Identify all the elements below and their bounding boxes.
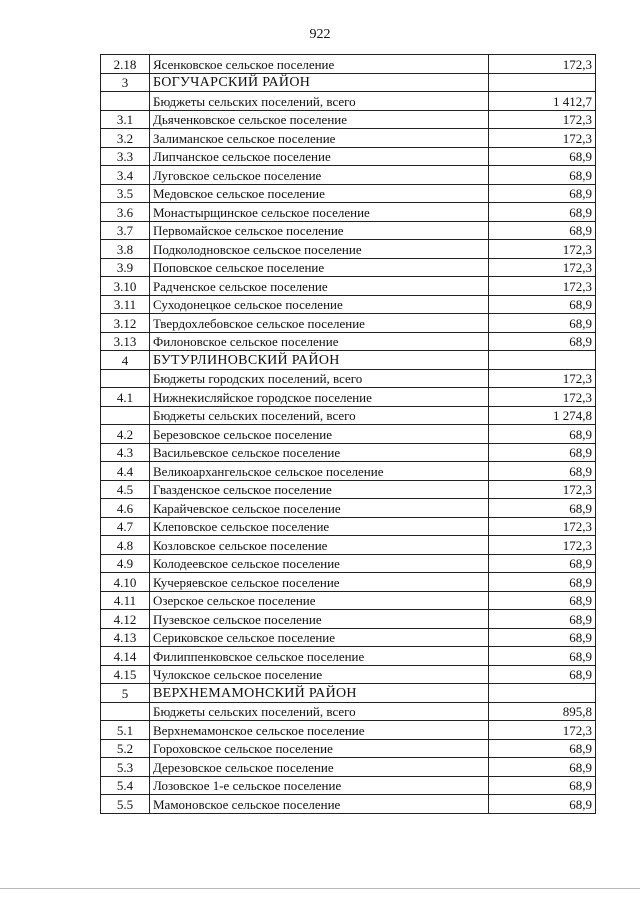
row-number: 3.12 [101,314,150,333]
row-number: 3.3 [101,147,150,166]
region-row [101,684,596,703]
table-body [101,55,596,814]
budget-value: 68,9 [489,221,596,240]
row-number: 3.2 [101,129,150,148]
table-row [101,517,596,536]
row-number: 4.1 [101,388,150,407]
table-row [101,258,596,277]
budget-value: 68,9 [489,295,596,314]
row-number: 3.13 [101,332,150,351]
table-row [101,443,596,462]
settlement-name: БУТУРЛИНОВСКИЙ РАЙОН [150,351,489,370]
budget-value [489,684,596,703]
subtotal-row [101,92,596,111]
settlement-name: Озерское сельское поселение [150,591,489,610]
settlement-name: Дерезовское сельское поселение [150,758,489,777]
settlement-name: БОГУЧАРСКИЙ РАЙОН [150,73,489,92]
settlement-name: Лозовское 1-е сельское поселение [150,776,489,795]
budget-value: 68,9 [489,203,596,222]
budget-value: 68,9 [489,147,596,166]
budget-value: 68,9 [489,776,596,795]
settlement-name: Чулокское сельское поселение [150,665,489,684]
budget-value: 172,3 [489,240,596,259]
settlement-name: Кучеряевское сельское поселение [150,573,489,592]
settlement-name: Медовское сельское поселение [150,184,489,203]
budget-value: 68,9 [489,628,596,647]
settlement-name: Суходонецкое сельское поселение [150,295,489,314]
budget-value: 68,9 [489,795,596,814]
settlement-name: Дьяченковское сельское поселение [150,110,489,129]
budget-value: 172,3 [489,388,596,407]
budget-value: 68,9 [489,166,596,185]
table-row [101,591,596,610]
settlement-name: Мамоновское сельское поселение [150,795,489,814]
table-row [101,795,596,814]
budget-value: 172,3 [489,258,596,277]
row-number: 4.5 [101,480,150,499]
budget-value: 68,9 [489,665,596,684]
settlement-name: Бюджеты сельских поселений, всего [150,702,489,721]
settlement-name: Подколодновское сельское поселение [150,240,489,259]
region-row [101,351,596,370]
row-number: 5.4 [101,776,150,795]
row-number: 5.1 [101,721,150,740]
row-number: 4.9 [101,554,150,573]
row-number [101,702,150,721]
settlement-name: Ясенковское сельское поселение [150,55,489,74]
budget-value: 172,3 [489,110,596,129]
budget-value: 895,8 [489,702,596,721]
budget-value: 172,3 [489,55,596,74]
row-number: 5 [101,684,150,703]
budget-value [489,73,596,92]
table-row [101,647,596,666]
row-number: 5.2 [101,739,150,758]
budget-value: 68,9 [489,462,596,481]
budget-value: 68,9 [489,610,596,629]
row-number: 5.5 [101,795,150,814]
table-row [101,240,596,259]
table-row [101,184,596,203]
settlement-name: Филоновское сельское поселение [150,332,489,351]
settlement-name: Верхнемамонское сельское поселение [150,721,489,740]
row-number: 3.6 [101,203,150,222]
budget-value: 68,9 [489,314,596,333]
row-number: 3.5 [101,184,150,203]
table-row [101,388,596,407]
settlement-name: Карайчевское сельское поселение [150,499,489,518]
table-row [101,554,596,573]
subtotal-row [101,406,596,425]
budget-value: 172,3 [489,277,596,296]
budget-value: 172,3 [489,480,596,499]
table-row [101,758,596,777]
settlement-name: Бюджеты сельских поселений, всего [150,92,489,111]
settlement-name: Великоархангельское сельское поселение [150,462,489,481]
row-number: 4.10 [101,573,150,592]
table-row [101,573,596,592]
row-number [101,369,150,388]
table-row [101,166,596,185]
table-row [101,314,596,333]
settlement-name: Залиманское сельское поселение [150,129,489,148]
settlement-name: Монастырщинское сельское поселение [150,203,489,222]
row-number: 5.3 [101,758,150,777]
row-number: 4.7 [101,517,150,536]
budget-value: 172,3 [489,129,596,148]
settlement-name: Радченское сельское поселение [150,277,489,296]
table-row [101,110,596,129]
table-row [101,295,596,314]
row-number: 4.15 [101,665,150,684]
row-number: 4.12 [101,610,150,629]
row-number: 4 [101,351,150,370]
table-row [101,147,596,166]
page-edge-line [0,888,640,889]
budget-value: 68,9 [489,554,596,573]
settlement-name: Филиппенковское сельское поселение [150,647,489,666]
table-row [101,721,596,740]
table-row [101,628,596,647]
table-row [101,462,596,481]
table-row [101,499,596,518]
table-row [101,332,596,351]
row-number [101,406,150,425]
row-number: 4.6 [101,499,150,518]
table-row [101,665,596,684]
budget-value: 68,9 [489,739,596,758]
budget-value: 68,9 [489,184,596,203]
settlement-name: Гороховское сельское поселение [150,739,489,758]
row-number: 4.11 [101,591,150,610]
page-number: 922 [309,27,331,42]
table-row [101,480,596,499]
row-number: 4.3 [101,443,150,462]
row-number: 3.11 [101,295,150,314]
budget-value: 68,9 [489,647,596,666]
settlement-name: Луговское сельское поселение [150,166,489,185]
settlement-name: Колодеевское сельское поселение [150,554,489,573]
row-number: 4.14 [101,647,150,666]
row-number: 3.1 [101,110,150,129]
subtotal-row [101,369,596,388]
row-number: 3.4 [101,166,150,185]
settlement-name: Клеповское сельское поселение [150,517,489,536]
subtotal-row [101,702,596,721]
budget-value: 172,3 [489,517,596,536]
settlement-name: Бюджеты сельских поселений, всего [150,406,489,425]
settlement-name: Бюджеты городских поселений, всего [150,369,489,388]
row-number: 3.8 [101,240,150,259]
budget-value: 68,9 [489,332,596,351]
settlement-name: Нижнекисляйское городское поселение [150,388,489,407]
settlement-name: Липчанское сельское поселение [150,147,489,166]
budget-value: 68,9 [489,425,596,444]
row-number: 3.10 [101,277,150,296]
settlement-name: Первомайское сельское поселение [150,221,489,240]
budget-value [489,351,596,370]
budget-value: 1 412,7 [489,92,596,111]
row-number: 3.7 [101,221,150,240]
row-number: 3 [101,73,150,92]
settlement-name: Березовское сельское поселение [150,425,489,444]
budget-value: 172,3 [489,536,596,555]
row-number: 3.9 [101,258,150,277]
settlement-name: Поповское сельское поселение [150,258,489,277]
settlement-name: Пузевское сельское поселение [150,610,489,629]
table-row [101,776,596,795]
region-row [101,73,596,92]
settlement-name: Васильевское сельское поселение [150,443,489,462]
budget-value: 68,9 [489,573,596,592]
row-number [101,92,150,111]
settlement-name: Сериковское сельское поселение [150,628,489,647]
table-row [101,203,596,222]
table-row [101,536,596,555]
table-row [101,739,596,758]
budget-value: 68,9 [489,499,596,518]
row-number: 4.8 [101,536,150,555]
table-row [101,55,596,74]
table-row [101,425,596,444]
row-number: 4.2 [101,425,150,444]
settlement-name: Гвазденское сельское поселение [150,480,489,499]
table-row [101,277,596,296]
budget-allocation-table [100,54,596,814]
table-row [101,610,596,629]
row-number: 4.13 [101,628,150,647]
settlement-name: ВЕРХНЕМАМОНСКИЙ РАЙОН [150,684,489,703]
budget-value: 68,9 [489,758,596,777]
budget-value: 68,9 [489,591,596,610]
table-row [101,129,596,148]
settlement-name: Твердохлебовское сельское поселение [150,314,489,333]
budget-value: 1 274,8 [489,406,596,425]
row-number: 4.4 [101,462,150,481]
budget-value: 68,9 [489,443,596,462]
table-row [101,221,596,240]
budget-value: 172,3 [489,369,596,388]
budget-value: 172,3 [489,721,596,740]
row-number: 2.18 [101,55,150,74]
settlement-name: Козловское сельское поселение [150,536,489,555]
